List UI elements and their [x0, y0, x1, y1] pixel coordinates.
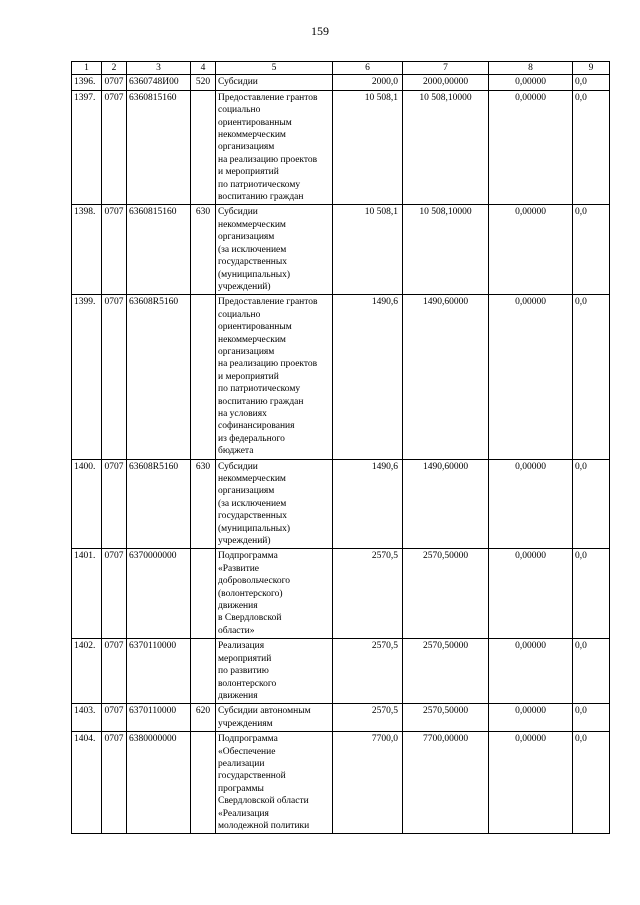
value-col-9: 0,0	[573, 704, 610, 732]
section-code: 0707	[102, 90, 127, 205]
expense-kind-code	[191, 732, 216, 834]
value-col-6: 1490,6	[333, 295, 403, 459]
row-number: 1399.	[72, 295, 102, 459]
expense-kind-code	[191, 549, 216, 639]
item-name: Субсидии автономным учреждениям	[216, 704, 333, 732]
column-header: 5	[216, 62, 333, 75]
value-col-9: 0,0	[573, 205, 610, 295]
value-col-6: 2570,5	[333, 704, 403, 732]
expense-kind-code	[191, 295, 216, 459]
target-article-code: 6370110000	[127, 704, 191, 732]
value-col-6: 10 508,1	[333, 90, 403, 205]
section-code: 0707	[102, 639, 127, 704]
value-col-6: 1490,6	[333, 459, 403, 549]
target-article-code: 6370000000	[127, 549, 191, 639]
item-name: Предоставление грантов социально ориентированным некоммерческим организациям на реализацию проектов и мероприятий по патриотическому воспитанию граждан	[216, 90, 333, 205]
value-col-8: 0,00000	[489, 75, 573, 90]
item-name: Подпрограмма «Обеспечение реализации государственной программы Свердловской области «Реализация молодежной политики	[216, 732, 333, 834]
table-row	[72, 732, 610, 834]
item-name: Субсидии некоммерческим организациям (за исключением государственных (муниципальных) учреждений)	[216, 459, 333, 549]
value-col-7: 10 508,10000	[403, 205, 489, 295]
table-row	[72, 639, 610, 704]
table-header-row	[72, 62, 610, 75]
value-col-8: 0,00000	[489, 295, 573, 459]
table-row	[72, 90, 610, 205]
value-col-9: 0,0	[573, 90, 610, 205]
column-header: 2	[102, 62, 127, 75]
section-code: 0707	[102, 459, 127, 549]
row-number: 1404.	[72, 732, 102, 834]
row-number: 1398.	[72, 205, 102, 295]
column-header: 1	[72, 62, 102, 75]
target-article-code: 6360815160	[127, 90, 191, 205]
value-col-9: 0,0	[573, 459, 610, 549]
section-code: 0707	[102, 732, 127, 834]
table-row	[72, 704, 610, 732]
expense-kind-code: 630	[191, 205, 216, 295]
section-code: 0707	[102, 704, 127, 732]
row-number: 1402.	[72, 639, 102, 704]
item-name: Субсидии некоммерческим организациям (за исключением государственных (муниципальных) учреждений)	[216, 205, 333, 295]
value-col-7: 1490,60000	[403, 459, 489, 549]
table-body	[72, 75, 610, 834]
target-article-code: 63608R5160	[127, 295, 191, 459]
column-header: 3	[127, 62, 191, 75]
target-article-code: 6380000000	[127, 732, 191, 834]
value-col-9: 0,0	[573, 639, 610, 704]
expense-kind-code	[191, 639, 216, 704]
value-col-7: 10 508,10000	[403, 90, 489, 205]
table-row	[72, 75, 610, 90]
value-col-8: 0,00000	[489, 90, 573, 205]
expense-kind-code	[191, 90, 216, 205]
value-col-6: 2570,5	[333, 549, 403, 639]
value-col-8: 0,00000	[489, 205, 573, 295]
row-number: 1403.	[72, 704, 102, 732]
value-col-8: 0,00000	[489, 639, 573, 704]
value-col-6: 2570,5	[333, 639, 403, 704]
value-col-9: 0,0	[573, 732, 610, 834]
target-article-code: 6360748И00	[127, 75, 191, 90]
section-code: 0707	[102, 549, 127, 639]
budget-table	[71, 61, 610, 834]
value-col-7: 2000,00000	[403, 75, 489, 90]
value-col-8: 0,00000	[489, 549, 573, 639]
item-name: Подпрограмма «Развитие добровольческого (волонтерского) движения в Свердловской области»	[216, 549, 333, 639]
item-name: Субсидии	[216, 75, 333, 90]
value-col-8: 0,00000	[489, 732, 573, 834]
row-number: 1396.	[72, 75, 102, 90]
page-number: 159	[311, 24, 329, 38]
expense-kind-code: 520	[191, 75, 216, 90]
value-col-9: 0,0	[573, 75, 610, 90]
row-number: 1401.	[72, 549, 102, 639]
value-col-8: 0,00000	[489, 704, 573, 732]
column-header: 6	[333, 62, 403, 75]
section-code: 0707	[102, 295, 127, 459]
item-name: Реализация мероприятий по развитию волонтерского движения	[216, 639, 333, 704]
row-number: 1400.	[72, 459, 102, 549]
value-col-6: 10 508,1	[333, 205, 403, 295]
column-header: 9	[573, 62, 610, 75]
table-row	[72, 459, 610, 549]
target-article-code: 6360815160	[127, 205, 191, 295]
value-col-9: 0,0	[573, 295, 610, 459]
value-col-6: 2000,0	[333, 75, 403, 90]
expense-kind-code: 620	[191, 704, 216, 732]
value-col-7: 1490,60000	[403, 295, 489, 459]
value-col-7: 7700,00000	[403, 732, 489, 834]
column-header: 8	[489, 62, 573, 75]
table-row	[72, 205, 610, 295]
target-article-code: 6370110000	[127, 639, 191, 704]
value-col-6: 7700,0	[333, 732, 403, 834]
section-code: 0707	[102, 75, 127, 90]
value-col-7: 2570,50000	[403, 549, 489, 639]
table-row	[72, 295, 610, 459]
expense-kind-code: 630	[191, 459, 216, 549]
item-name: Предоставление грантов социально ориентированным некоммерческим организациям на реализацию проектов и мероприятий по патриотическому воспитанию граждан на условиях софинансирования из федерального бюджета	[216, 295, 333, 459]
table-row	[72, 549, 610, 639]
value-col-9: 0,0	[573, 549, 610, 639]
value-col-7: 2570,50000	[403, 704, 489, 732]
section-code: 0707	[102, 205, 127, 295]
value-col-8: 0,00000	[489, 459, 573, 549]
column-header: 4	[191, 62, 216, 75]
value-col-7: 2570,50000	[403, 639, 489, 704]
row-number: 1397.	[72, 90, 102, 205]
target-article-code: 63608R5160	[127, 459, 191, 549]
column-header: 7	[403, 62, 489, 75]
